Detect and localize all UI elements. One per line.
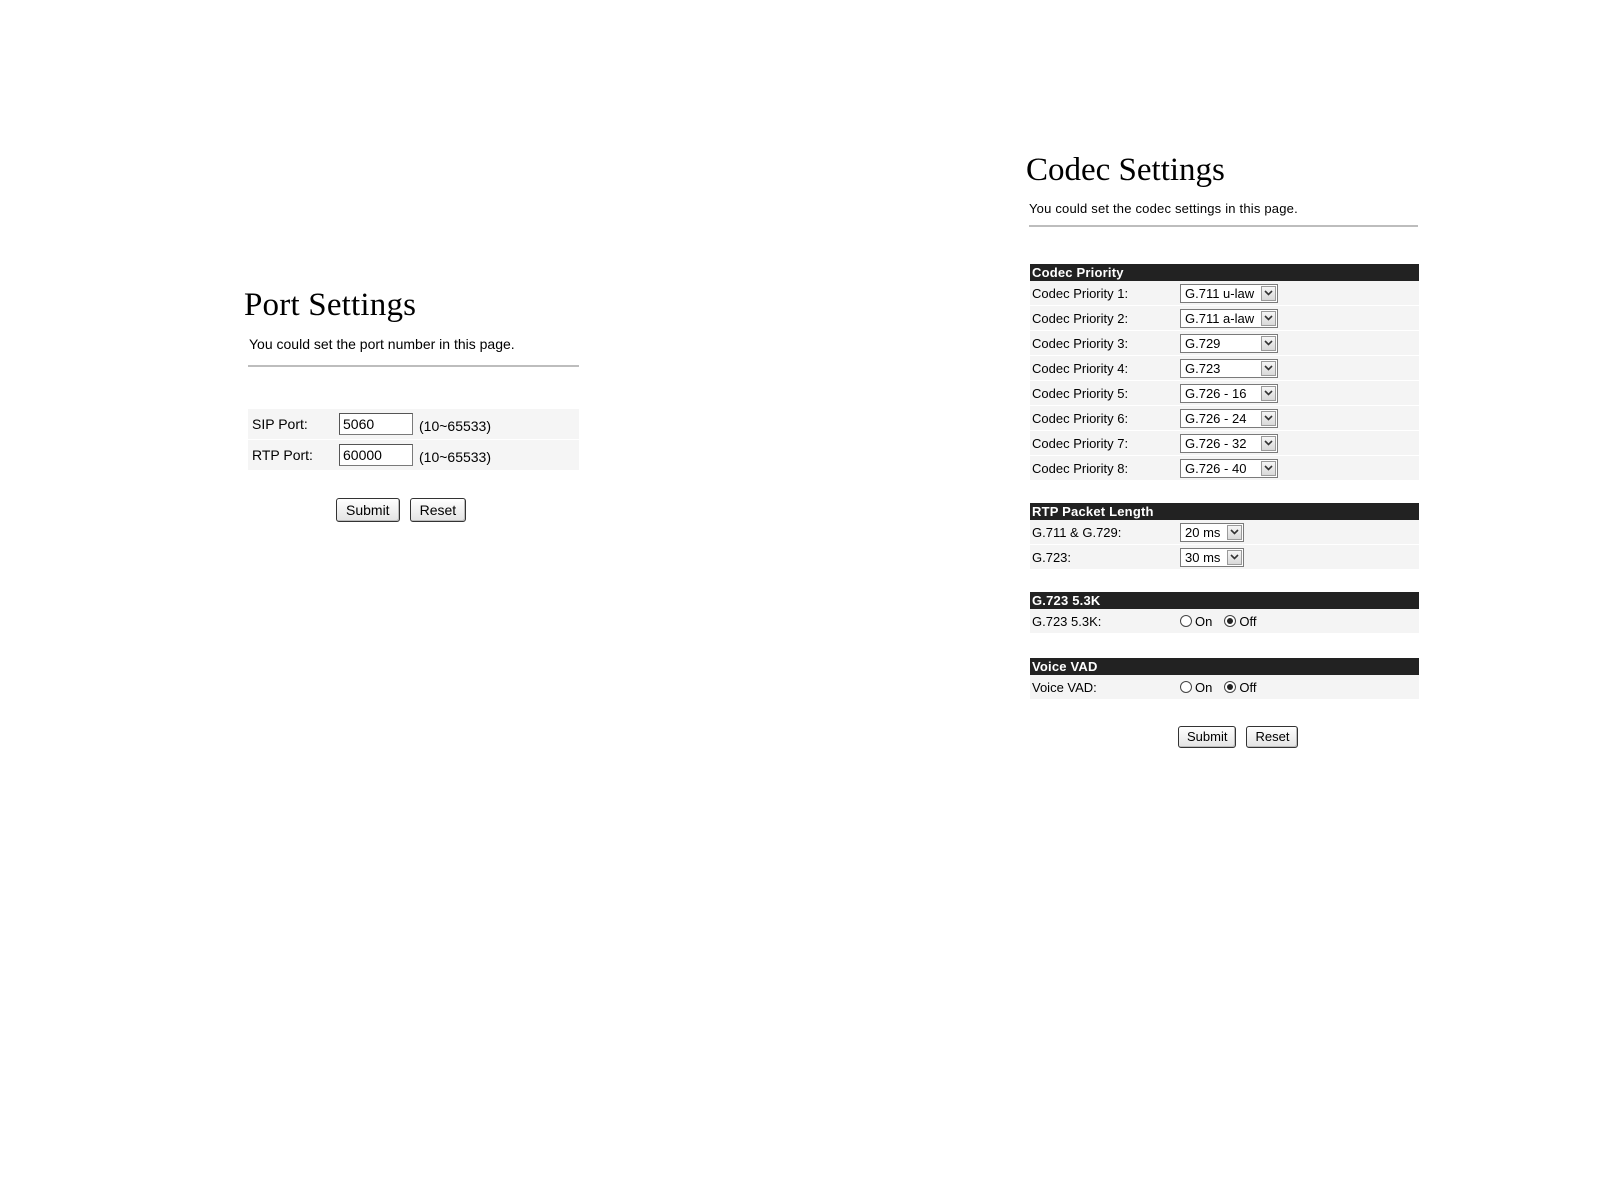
chevron-down-icon: [1261, 386, 1276, 401]
radio-unchecked-icon: [1180, 681, 1192, 693]
page-title: Port Settings: [244, 287, 417, 323]
select-value: G.726 - 40: [1185, 460, 1247, 476]
radio-label: On: [1195, 613, 1213, 629]
radio-unchecked-icon: [1180, 615, 1192, 627]
page-title: Codec Settings: [1026, 152, 1225, 188]
page-description: You could set the port number in this page.: [249, 336, 515, 352]
rtp-length-label: G.723:: [1032, 549, 1072, 565]
codec-priority-label: Codec Priority 2:: [1032, 310, 1129, 326]
codec-priority-row: [1030, 456, 1419, 481]
codec-priority-section: [1030, 264, 1419, 481]
rtp-port-row: [248, 440, 579, 470]
codec-priority-label: Codec Priority 3:: [1032, 335, 1129, 351]
select-value: G.723: [1185, 360, 1221, 376]
codec-priority-label: Codec Priority 4:: [1032, 360, 1129, 376]
codec-priority-3-select[interactable]: [1180, 334, 1278, 353]
codec-priority-7-select[interactable]: [1180, 434, 1278, 453]
radio-label: On: [1195, 679, 1213, 695]
voice-vad-off-radio[interactable]: [1224, 680, 1256, 695]
codec-priority-5-select[interactable]: [1180, 384, 1278, 403]
radio-checked-icon: [1224, 681, 1236, 693]
rtp-port-range: (10~65533): [419, 449, 492, 465]
radio-label: Off: [1239, 613, 1257, 629]
sip-port-label: SIP Port:: [252, 416, 308, 432]
port-form-buttons: [336, 498, 580, 522]
submit-button[interactable]: Submit: [336, 498, 400, 522]
codec-priority-label: Codec Priority 1:: [1032, 285, 1129, 301]
reset-button[interactable]: Reset: [410, 498, 467, 522]
section-header: Codec Priority: [1030, 264, 1419, 281]
chevron-down-icon: [1261, 436, 1276, 451]
port-settings-panel: [240, 285, 580, 522]
codec-priority-label: Codec Priority 5:: [1032, 385, 1129, 401]
codec-priority-row: [1030, 381, 1419, 406]
chevron-down-icon: [1261, 311, 1276, 326]
codec-priority-label: Codec Priority 8:: [1032, 460, 1129, 476]
voice-vad-row: [1030, 675, 1419, 700]
codec-priority-row: [1030, 331, 1419, 356]
select-value: G.729: [1185, 335, 1221, 351]
divider: [248, 365, 579, 367]
codec-priority-row: [1030, 281, 1419, 306]
submit-button[interactable]: Submit: [1178, 726, 1236, 748]
section-header: G.723 5.3K: [1030, 592, 1419, 609]
section-header: RTP Packet Length: [1030, 503, 1419, 520]
g723-53k-off-radio[interactable]: [1224, 614, 1256, 629]
g723-53k-label: G.723 5.3K:: [1032, 613, 1102, 629]
chevron-down-icon: [1261, 286, 1276, 301]
select-value: G.726 - 16: [1185, 385, 1247, 401]
radio-checked-icon: [1224, 615, 1236, 627]
chevron-down-icon: [1227, 525, 1242, 540]
codec-priority-4-select[interactable]: [1180, 359, 1278, 378]
codec-priority-1-select[interactable]: [1180, 284, 1278, 303]
select-value: G.726 - 24: [1185, 410, 1247, 426]
g723-length-select[interactable]: [1180, 548, 1244, 567]
codec-priority-row: [1030, 356, 1419, 381]
sip-port-row: [248, 409, 579, 439]
rtp-packet-length-section: [1030, 503, 1419, 570]
sip-port-range: (10~65533): [419, 418, 492, 434]
codec-priority-6-select[interactable]: [1180, 409, 1278, 428]
codec-priority-8-select[interactable]: [1180, 459, 1278, 478]
rtp-port-label: RTP Port:: [252, 447, 313, 463]
chevron-down-icon: [1261, 361, 1276, 376]
rtp-length-row: [1030, 520, 1419, 545]
g723-53k-on-radio[interactable]: [1180, 614, 1212, 629]
select-value: 20 ms: [1185, 524, 1221, 540]
codec-form-buttons: [1178, 726, 1420, 748]
g723-53k-row: [1030, 609, 1419, 634]
g723-53k-section: [1030, 592, 1419, 634]
g723-53k-radio-group: [1180, 614, 1268, 629]
codec-priority-2-select[interactable]: [1180, 309, 1278, 328]
voice-vad-label: Voice VAD:: [1032, 679, 1097, 695]
rtp-port-input[interactable]: 60000: [339, 444, 413, 466]
chevron-down-icon: [1261, 336, 1276, 351]
codec-settings-panel: [1025, 150, 1420, 748]
select-value: 30 ms: [1185, 549, 1221, 565]
chevron-down-icon: [1261, 461, 1276, 476]
rtp-length-label: G.711 & G.729:: [1032, 524, 1122, 540]
radio-label: Off: [1239, 679, 1257, 695]
page-description: You could set the codec settings in this page.: [1029, 201, 1298, 216]
select-value: G.726 - 32: [1185, 435, 1247, 451]
section-header: Voice VAD: [1030, 658, 1419, 675]
chevron-down-icon: [1261, 411, 1276, 426]
port-form: [248, 409, 579, 470]
chevron-down-icon: [1227, 550, 1242, 565]
codec-priority-row: [1030, 406, 1419, 431]
sip-port-input[interactable]: 5060: [339, 413, 413, 435]
select-value: G.711 a-law: [1185, 310, 1255, 326]
voice-vad-on-radio[interactable]: [1180, 680, 1212, 695]
codec-priority-label: Codec Priority 6:: [1032, 410, 1129, 426]
select-value: G.711 u-law: [1185, 285, 1255, 301]
g711-g729-length-select[interactable]: [1180, 523, 1244, 542]
codec-priority-row: [1030, 306, 1419, 331]
codec-priority-label: Codec Priority 7:: [1032, 435, 1129, 451]
voice-vad-section: [1030, 658, 1419, 700]
rtp-length-row: [1030, 545, 1419, 570]
voice-vad-radio-group: [1180, 680, 1268, 695]
codec-priority-row: [1030, 431, 1419, 456]
reset-button[interactable]: Reset: [1246, 726, 1298, 748]
